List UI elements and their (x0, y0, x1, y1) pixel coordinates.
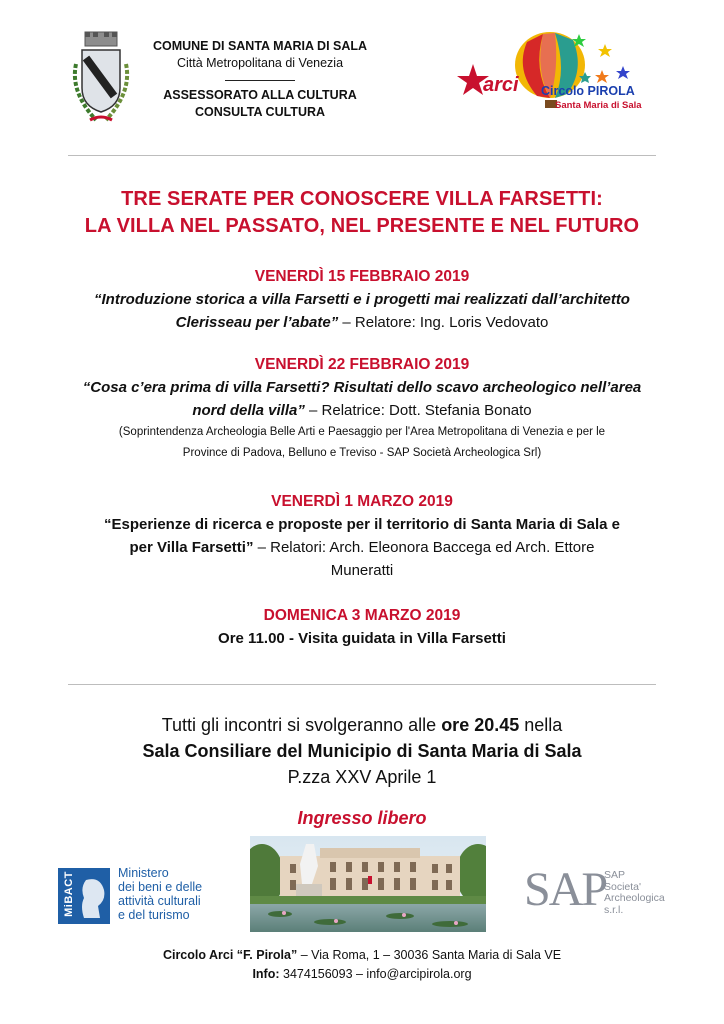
top-divider (68, 155, 656, 156)
villa-photo-icon (250, 836, 486, 932)
comune-subtitle: Città Metropolitana di Venezia (176, 56, 344, 70)
sap-line-4: s.r.l. (604, 903, 624, 916)
mibact-line-3: attività culturali (118, 894, 201, 908)
sap-line-2: Societa' (604, 880, 642, 893)
time-post: nella (519, 715, 563, 735)
event-series-title (40, 186, 684, 240)
sap-line-1: SAP (604, 869, 626, 881)
mibact-line-4: e del turismo (118, 908, 190, 922)
comune-block (140, 38, 380, 121)
sap-mark-text: SAP (524, 863, 607, 916)
event-title-line-2: nord della villa” (192, 402, 305, 419)
event-title-line-1: “Introduzione storica a villa Farsetti e i progetti mai realizzati dall’architetto (94, 291, 630, 308)
event-title-line-1: “Cosa c’era prima di villa Farsetti? Risultati dello scavo archeologico nell’area (82, 379, 642, 396)
footer (40, 946, 684, 984)
villa-farsetti-photo (250, 836, 486, 932)
arci-wordmark: arci (483, 74, 519, 96)
event-4 (40, 607, 684, 650)
event-title-line-1: “Esperienze di ricerca e proposte per il territorio di Santa Maria di Sala e (103, 516, 620, 533)
sap-line-3: Archeologica (604, 892, 665, 904)
event-date: VENERDÌ 22 FEBBRAIO 2019 (254, 356, 470, 373)
event-speaker: – Relatrice: Dott. Stefania Bonato (304, 402, 532, 419)
event-date: VENERDÌ 15 FEBBRAIO 2019 (254, 268, 470, 285)
venue-address: P.zza XXV Aprile 1 (287, 767, 437, 787)
time-value: ore 20.45 (441, 715, 520, 735)
mibact-mark-text: MiBACT (62, 871, 75, 917)
footer-info-label: Info: (252, 967, 280, 981)
footer-address: – Via Roma, 1 – 30036 Santa Maria di Sala VE (297, 948, 562, 962)
free-entry-label: Ingresso libero (297, 808, 427, 828)
title-line-2: LA VILLA NEL PASSATO, NEL PRESENTE E NEL FUTURO (84, 215, 640, 237)
event-date: VENERDÌ 1 MARZO 2019 (271, 493, 453, 510)
mibact-mark-icon (58, 868, 110, 924)
footer-circolo: Circolo Arci “F. Pirola” (162, 948, 298, 962)
event-3 (40, 493, 684, 582)
comune-crest (66, 30, 136, 130)
event-affiliation-note (40, 422, 684, 464)
event-speaker-line-2: Muneratti (330, 562, 394, 579)
arci-circolo-logo (455, 30, 655, 120)
mibact-line-2: dei beni e delle (118, 880, 203, 894)
comune-name: COMUNE DI SANTA MARIA DI SALA (152, 39, 368, 53)
note-line-1: (Soprintendenza Archeologia Belle Arti e Paesaggio per l'Area Metropolitana di Venezia e per le (118, 426, 606, 438)
assessorato-label: ASSESSORATO ALLA CULTURA (163, 88, 357, 102)
event-date: DOMENICA 3 MARZO 2019 (263, 607, 461, 624)
mibact-line-1: Ministero (118, 866, 169, 880)
venue-info (40, 712, 684, 790)
footer-info-value: 3474156093 – info@arcipirola.org (279, 967, 472, 981)
event-speaker: – Relatori: Arch. Eleonora Baccega ed Arch. Ettore (253, 539, 595, 556)
header-divider (225, 80, 295, 81)
crest-icon (66, 30, 136, 130)
circolo-name: Circolo PIROLA (541, 84, 635, 98)
note-line-2: Province di Padova, Belluno e Treviso - SAP Società Archeologica Srl) (182, 447, 542, 459)
event-2 (40, 356, 684, 464)
venue-name: Sala Consiliare del Municipio di Santa Maria di Sala (142, 741, 582, 761)
time-pre: Tutti gli incontri si svolgeranno alle (161, 715, 442, 735)
event-1 (40, 268, 684, 334)
title-line-1: TRE SERATE PER CONOSCERE VILLA FARSETTI: (121, 188, 603, 210)
event-title-line-2: Clerisseau per l’abate” (175, 314, 339, 331)
head-profile-icon (78, 876, 108, 920)
sap-logo (524, 863, 694, 928)
event-detail: Ore 11.00 - Visita guidata in Villa Farsetti (218, 630, 506, 647)
consulta-label: CONSULTA CULTURA (194, 105, 326, 119)
event-speaker: – Relatore: Ing. Loris Vedovato (338, 314, 549, 331)
middle-divider (68, 684, 656, 685)
mibact-logo (58, 866, 258, 928)
circolo-place: Santa Maria di Sala (555, 100, 642, 111)
event-title-line-2: per Villa Farsetti” (129, 539, 254, 556)
